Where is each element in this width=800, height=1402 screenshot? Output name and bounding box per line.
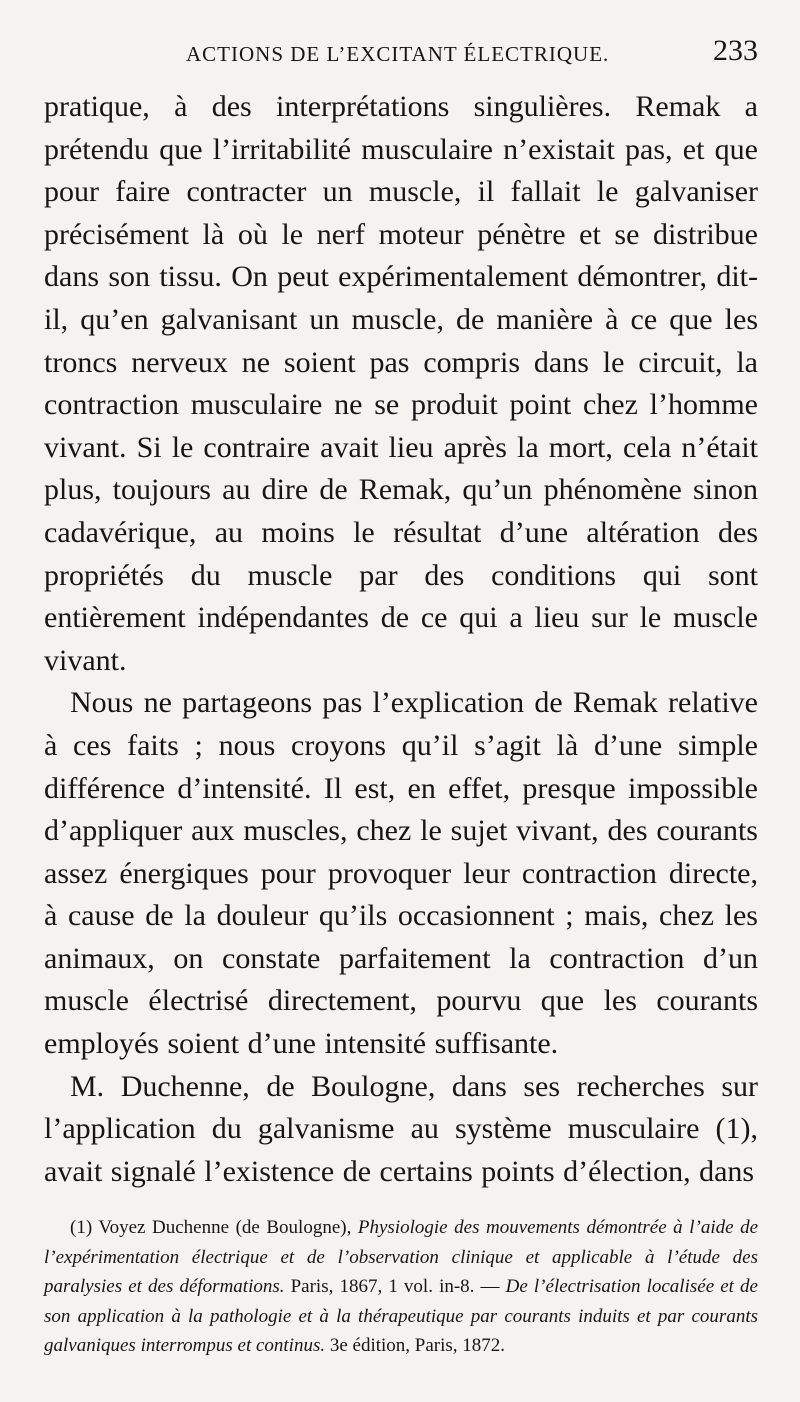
paragraph: M. Duchenne, de Boulogne, dans ses recherches sur l’application du galvanisme au système musculaire (1), avait signalé l’existence de certains points d’élection, dans	[44, 1069, 758, 1188]
running-title: ACTIONS DE L’EXCITANT ÉLECTRIQUE.	[186, 42, 610, 66]
paragraph: Nous ne partageons pas l’explication de Remak relative à ces faits ; nous croyons qu’il s’agit là d’une simple différence d’intensité. Il est, en effet, presque impossible d’appliquer aux muscles, chez le sujet vivant, des courants assez énergiques pour provoquer leur contraction directe, à cause de la douleur qu’ils occasionnent ; mais, chez les animaux, on constate parfaitement la contraction d’un muscle électrisé directement, pourvu que les courants employés soient d’une intensité suffisante.	[44, 686, 758, 1061]
footnote-tail: 3e édition, Paris, 1872.	[325, 1335, 506, 1357]
body-text	[44, 86, 758, 1193]
paragraph-continued: pratique, à des interprétations singulières. Remak a prétendu que l’irritabilité musculaire n’existait pas, et que pour faire contracter un muscle, il fallait le galvaniser précisément là où le nerf moteur pénètre et se distribue dans son tissu. On peut expérimentalement démontrer, dit-il, qu’en galvanisant un muscle, de manière à ce que les troncs nerveux ne soient pas compris dans le circuit, la contraction musculaire ne se produit point chez l’homme vivant. Si le contraire avait lieu après la mort, cela n’était plus, toujours au dire de Remak, qu’un phénomène sinon cadavérique, au moins le résultat d’une altération des propriétés du muscle par des conditions qui sont entièrement indépendantes de ce qui a lieu sur le muscle vivant.	[44, 90, 758, 677]
footnote	[44, 1213, 758, 1361]
footnote-mid: Paris, 1867, 1 vol. in-8. —	[284, 1276, 506, 1298]
footnote-title-2: De l’électrisation localisée et de son application à la pathologie et à la thérapeutique par courants induits et par courants galvaniques interrompus et continus.	[44, 1276, 758, 1357]
footnote-lead: (1) Voyez Duchenne (de Boulogne),	[70, 1217, 358, 1239]
running-head	[44, 30, 758, 76]
footnote-title-1: Physiologie des mouvements démontrée à l’aide de l’expérimentation électrique et de l’observation clinique et applicable à l’étude des paralysies et des déformations.	[44, 1217, 759, 1298]
footnotes	[44, 1213, 758, 1361]
book-page	[44, 30, 758, 1361]
page-number: 233	[713, 34, 758, 67]
